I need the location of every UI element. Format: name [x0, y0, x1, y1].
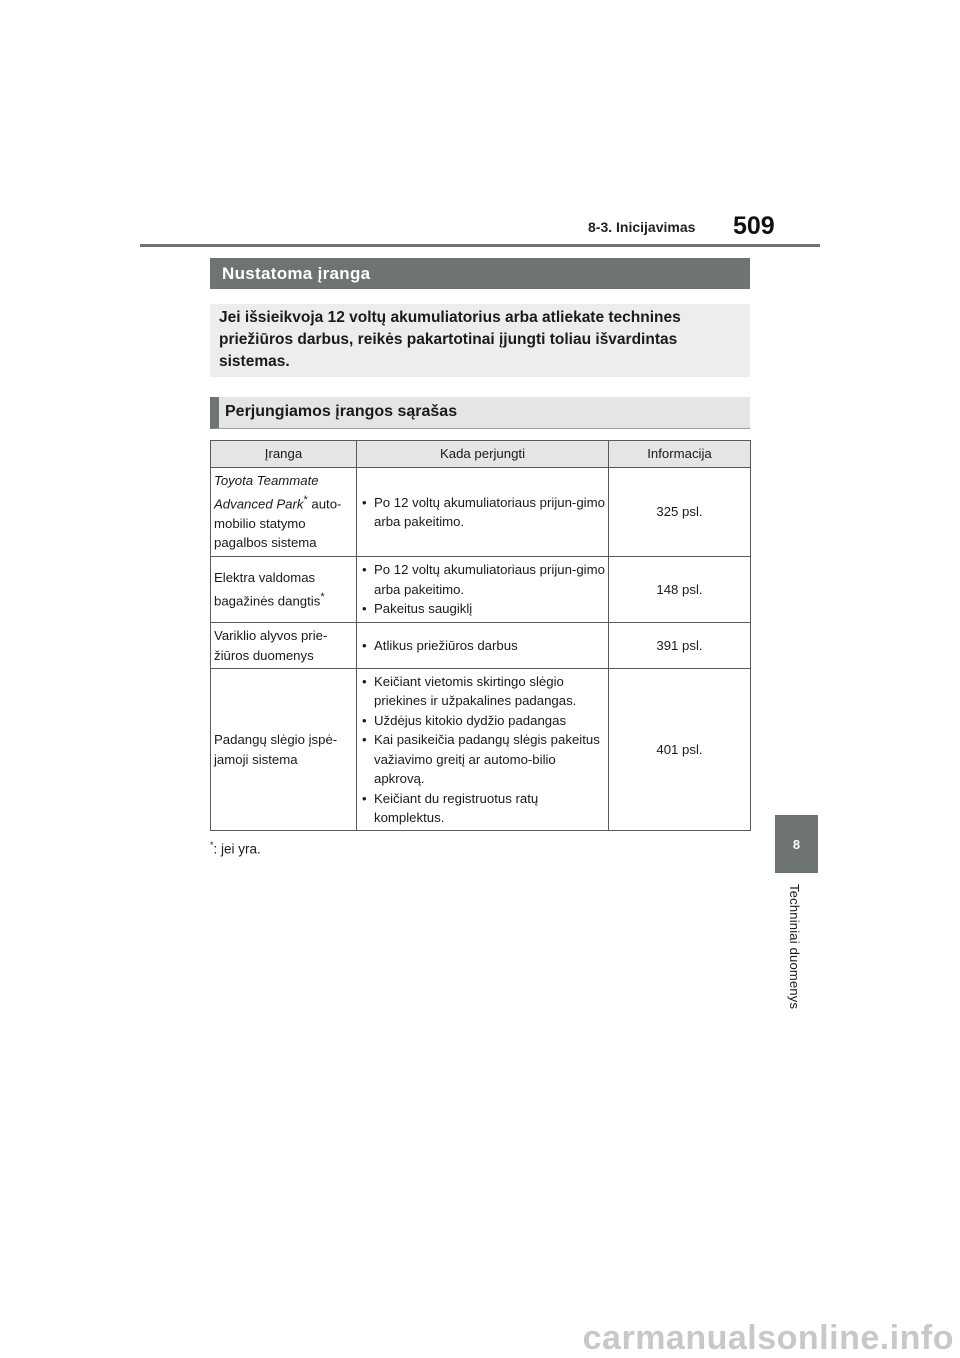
list-item: • Po 12 voltų akumuliatoriaus prijun-gimo arba pakeitimo. — [360, 493, 605, 532]
list-item: • Keičiant vietomis skirtingo slėgio priekines ir užpakalines padangas. — [360, 672, 605, 711]
equipment-table — [210, 440, 751, 831]
chapter-number: 8 — [792, 836, 801, 852]
intro-text: Jei išsieikvoja 12 voltų akumuliatorius arba atliekate technines priežiūros darbus, reikės pakartotinai įjungti toliau išvardintas sistemas. — [210, 304, 750, 377]
table-row — [211, 468, 751, 557]
subsection-title: Perjungiamos įrangos sąrašas — [210, 397, 750, 429]
footnote-text: : jei yra. — [213, 841, 261, 857]
list-item: • Kai pasikeičia padangų slėgis pakeitus važiavimo greitį ar automo-bilio apkrovą. — [360, 730, 605, 789]
chapter-tab — [775, 815, 818, 873]
when-cell — [357, 468, 609, 557]
table-row — [211, 623, 751, 669]
when-cell — [357, 557, 609, 623]
equipment-name: auto-mobilio statymo pagalbos sistema — [214, 496, 342, 551]
watermark: carmanualsonline.info — [582, 1319, 954, 1357]
when-cell — [357, 623, 609, 669]
table-header-row — [211, 441, 751, 468]
column-header-when: Kada perjungti — [357, 441, 609, 468]
equipment-name-italic: Toyota Teammate Advanced Park — [214, 473, 319, 512]
section-title: Nustatoma įranga — [210, 258, 750, 289]
list-item: • Uždėjus kitokio dydžio padangas — [360, 711, 605, 731]
table-row — [211, 669, 751, 831]
list-item: • Pakeitus saugiklį — [360, 599, 605, 619]
footnote-mark: * — [210, 840, 214, 850]
header-divider — [140, 244, 820, 247]
equipment-cell: Variklio alyvos prie-žiūros duomenys — [211, 623, 357, 669]
equipment-cell: Padangų slėgio įspė-jamoji sistema — [211, 669, 357, 831]
when-cell — [357, 669, 609, 831]
column-header-equipment: Įranga — [211, 441, 357, 468]
info-cell: 325 psl. — [609, 468, 751, 557]
list-item: • Keičiant du registruotus ratų komplektus. — [360, 789, 605, 828]
column-header-info: Informacija — [609, 441, 751, 468]
list-item: • Po 12 voltų akumuliatoriaus prijun-gimo arba pakeitimo. — [360, 560, 605, 599]
page-number: 509 — [733, 212, 775, 240]
section-header: 8-3. Inicijavimas — [588, 219, 696, 235]
equipment-name: Elektra valdomas bagažinės dangtis — [214, 570, 321, 609]
info-cell: 148 psl. — [609, 557, 751, 623]
list-item: • Atlikus priežiūros darbus — [360, 636, 605, 656]
footnote — [210, 840, 261, 857]
table-row — [211, 557, 751, 623]
equipment-cell — [211, 557, 357, 623]
chapter-label: Techniniai duomenys — [787, 884, 802, 1010]
info-cell: 401 psl. — [609, 669, 751, 831]
footnote-mark: * — [320, 590, 325, 603]
info-cell: 391 psl. — [609, 623, 751, 669]
footnote-mark: * — [303, 493, 308, 506]
equipment-cell — [211, 468, 357, 557]
